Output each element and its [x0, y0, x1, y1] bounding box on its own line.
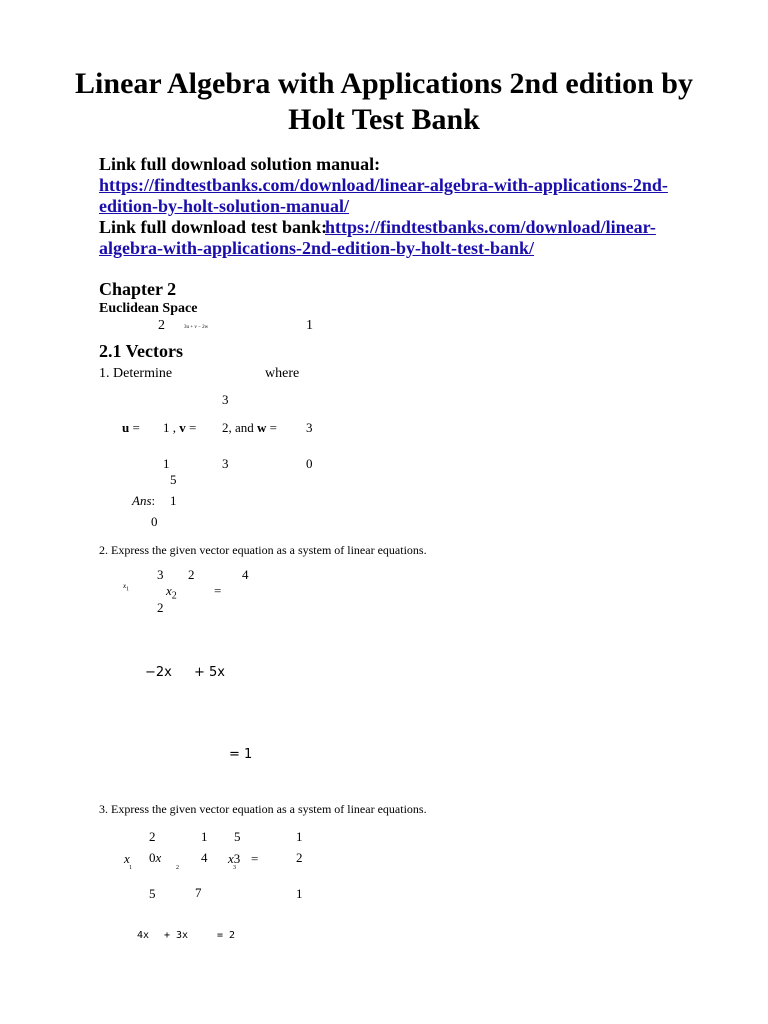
q3-subscript: 3 — [233, 865, 236, 871]
q2-equals-sign: = — [214, 583, 222, 598]
q3-equation-rhs: = 2 — [217, 930, 236, 941]
q1-u-definition — [122, 420, 140, 436]
q3-coefficient: 7 — [195, 885, 202, 900]
q3-x2-term: 0x — [149, 850, 162, 865]
q1-vector-entry: 3 — [222, 392, 229, 407]
q3-equals-sign: = — [251, 851, 259, 866]
title-line-1: Linear Algebra with Applications 2nd edition by — [75, 67, 693, 100]
vector-entry: 2, and — [222, 420, 254, 435]
vector-entry: 1 , — [163, 420, 176, 435]
q2-coefficient: 4 — [242, 567, 249, 582]
equals-sign: = — [185, 420, 197, 435]
q1-vector-entry: 1 — [163, 456, 170, 471]
q3-coefficient: 1 — [296, 829, 303, 844]
q2-coefficient: 2 — [157, 600, 164, 615]
q1-vector-entry: 3 — [222, 456, 229, 471]
q3-equation-term: 4x — [137, 930, 150, 941]
q2-x2-variable: $x_2$ — [166, 583, 177, 602]
stray-number: 1 — [306, 318, 313, 333]
q3-coefficient: 4 — [201, 850, 208, 865]
solution-link-line-2[interactable]: edition-by-holt-solution-manual/ — [99, 196, 350, 216]
q2-x1-variable: $x_1$ — [123, 582, 130, 593]
q2-text: 2. Express the given vector equation as a system of linear equations. — [99, 543, 427, 557]
equals-sign: = — [129, 420, 140, 435]
solution-link-line-1[interactable]: https://findtestbanks.com/download/linear-algebra-with-applications-2nd- — [99, 175, 668, 195]
q1-answer-entry: 0 — [151, 514, 158, 529]
q3-coefficient: 5 — [149, 886, 156, 901]
section-title: 2.1 Vectors — [99, 341, 183, 361]
w-symbol: w — [257, 420, 267, 435]
q1-where: where — [265, 366, 300, 381]
chapter-subtitle: Euclidean Space — [99, 301, 198, 316]
q2-equation-rhs: = 1 — [229, 747, 253, 762]
q3-coefficient: 2 — [296, 850, 303, 865]
q3-coefficient: 1 — [296, 886, 303, 901]
equals-sign: = — [266, 420, 278, 435]
ans-colon: : — [151, 493, 156, 508]
q1-answer-entry: 1 — [170, 493, 177, 508]
testbank-link-line-2[interactable]: algebra-with-applications-2nd-edition-by-holt-test-bank/ — [99, 238, 535, 258]
stray-number: 2 — [158, 318, 165, 333]
q2-equation-term: + 5x — [194, 665, 225, 680]
q3-equation-term: + 3x — [164, 930, 189, 941]
q2-coefficient: 3 — [157, 567, 164, 582]
chapter-title: Chapter 2 — [99, 279, 177, 299]
q3-coefficient: 5 — [234, 829, 241, 844]
q3-coefficient: 2 — [149, 829, 156, 844]
q1-vector-entry: 3 — [306, 420, 313, 435]
q1-vector-entry: 0 — [306, 456, 313, 471]
q2-coefficient: 2 — [188, 567, 195, 582]
testbank-link-label: Link full download test bank: — [99, 217, 328, 237]
v-symbol: v — [179, 420, 186, 435]
q3-coefficient: 1 — [201, 829, 208, 844]
q3-x1-variable: x — [124, 851, 130, 866]
q1-answer-entry: 5 — [170, 472, 177, 487]
testbank-link-line-1[interactable]: https://findtestbanks.com/download/linear- — [325, 217, 656, 237]
q1-prefix: 1. Determine — [99, 366, 173, 381]
solution-link-label: Link full download solution manual: — [99, 154, 381, 174]
q3-subscript: 2 — [176, 865, 179, 871]
q3-subscript: 1 — [129, 865, 132, 871]
q2-equation-term: −2x — [145, 665, 172, 680]
stray-tiny-text: 3u + v − 2w — [184, 325, 209, 330]
q1-answer-label — [132, 493, 155, 509]
title-line-2: Holt Test Bank — [288, 103, 480, 136]
q1-w-definition — [222, 420, 277, 436]
q1-v-definition — [163, 420, 196, 436]
ans-text: Ans — [132, 493, 152, 508]
document-title — [60, 66, 708, 138]
u-symbol: u — [122, 420, 130, 435]
q3-text: 3. Express the given vector equation as a system of linear equations. — [99, 802, 427, 816]
q3-x3-variable: x3 — [228, 851, 241, 866]
